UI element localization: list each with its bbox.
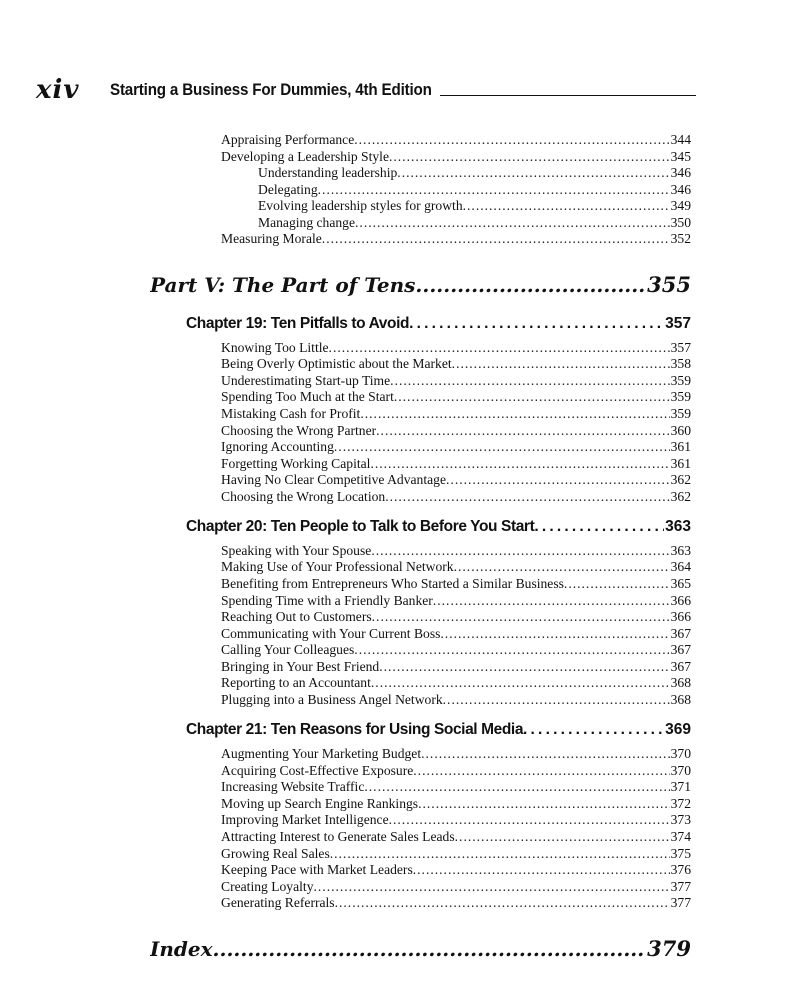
toc-entry-page: 360 <box>670 423 691 438</box>
toc-entry-page: 368 <box>670 692 691 707</box>
toc-entry-title: Plugging into a Business Angel Network <box>221 692 443 707</box>
toc-entry[interactable] <box>221 149 691 166</box>
toc-entry-page: 357 <box>670 340 691 355</box>
toc-entry-page: 359 <box>670 389 691 404</box>
toc-entry-title: Understanding leadership <box>258 165 398 180</box>
toc-entry-title: Reporting to an Accountant <box>221 675 371 690</box>
toc-entry-page: 346 <box>670 182 691 197</box>
toc-subentry[interactable] <box>258 198 691 215</box>
toc-entry-page: 377 <box>670 895 691 910</box>
index-page: 379 <box>647 936 691 961</box>
dot-leader <box>354 642 669 659</box>
toc-entry-page: 349 <box>670 198 691 213</box>
toc-entry-title: Ignoring Accounting <box>221 439 334 454</box>
toc-entry-title: Attracting Interest to Generate Sales Leads <box>221 829 455 844</box>
toc-entry-page: 361 <box>670 456 691 471</box>
toc-entry-title: Acquiring Cost-Effective Exposure <box>221 763 414 778</box>
toc-entry-page: 370 <box>670 763 691 778</box>
toc-entry-title: Appraising Performance <box>221 132 355 147</box>
part-title: Part V: The Part of Tens <box>150 273 416 297</box>
toc-entry-page: 358 <box>670 356 691 371</box>
dot-leader <box>389 812 670 829</box>
toc-chapter-heading[interactable] <box>186 718 691 742</box>
toc-entry[interactable] <box>221 796 691 813</box>
toc-entry-page: 365 <box>670 576 691 591</box>
dot-leader <box>389 149 670 166</box>
toc-entry[interactable] <box>221 746 691 763</box>
page-folio: xiv <box>36 75 80 105</box>
dot-leader <box>364 779 669 796</box>
toc-entry-title: Reaching Out to Customers <box>221 609 372 624</box>
toc-entry-title: Bringing in Your Best Friend <box>221 659 380 674</box>
chapter-page: 363 <box>665 518 691 535</box>
toc-entry-title: Forgetting Working Capital <box>221 456 371 471</box>
toc-entry[interactable] <box>221 626 691 643</box>
toc-entry-title: Underestimating Start-up Time <box>221 373 391 388</box>
dot-leader <box>355 215 670 232</box>
dot-leader <box>379 659 669 676</box>
toc-entry[interactable] <box>221 659 691 676</box>
toc-entry-title: Growing Real Sales <box>221 846 330 861</box>
toc-entry[interactable] <box>221 132 691 149</box>
toc-entry-page: 376 <box>670 862 691 877</box>
dot-leader <box>564 576 670 593</box>
toc-entry[interactable] <box>221 642 691 659</box>
toc-entry-title: Delegating <box>258 182 318 197</box>
toc-chapter-heading[interactable] <box>186 515 691 539</box>
toc-entry[interactable] <box>221 423 691 440</box>
toc-entry[interactable] <box>221 356 691 373</box>
dot-leader <box>360 406 669 423</box>
toc-entry-page: 377 <box>670 879 691 894</box>
dot-leader <box>334 439 670 456</box>
dot-leader <box>354 132 669 149</box>
dot-leader <box>370 456 669 473</box>
toc-entry-title: Generating Referrals <box>221 895 335 910</box>
toc-entry-page: 371 <box>670 779 691 794</box>
toc-entry-page: 364 <box>670 559 691 574</box>
toc-entry-title: Measuring Morale <box>221 231 322 246</box>
toc-entry[interactable] <box>221 543 691 560</box>
toc-entry-page: 375 <box>670 846 691 861</box>
toc-entry-page: 352 <box>670 231 691 246</box>
chapter-page: 369 <box>665 721 691 738</box>
toc-entry-title: Choosing the Wrong Location <box>221 489 386 504</box>
dot-leader <box>394 389 670 406</box>
toc-chapter-heading[interactable] <box>186 312 691 336</box>
running-header <box>36 73 700 107</box>
toc-entry-page: 372 <box>670 796 691 811</box>
dot-leader <box>213 933 647 965</box>
dot-leader <box>534 515 664 539</box>
index-title: Index <box>150 937 213 961</box>
toc-entry-page: 344 <box>670 132 691 147</box>
toc-entry-title: Developing a Leadership Style <box>221 149 389 164</box>
toc-entry-title: Being Overly Optimistic about the Market <box>221 356 452 371</box>
toc-entry[interactable] <box>221 692 691 709</box>
dot-leader <box>372 609 670 626</box>
toc-entry-title: Creating Loyalty <box>221 879 314 894</box>
dot-leader <box>371 675 670 692</box>
toc-entry[interactable] <box>221 456 691 473</box>
toc-entry[interactable] <box>221 895 691 912</box>
toc-entry-title: Making Use of Your Professional Network <box>221 559 454 574</box>
chapter-page: 357 <box>665 315 691 332</box>
toc-entry[interactable] <box>221 879 691 896</box>
toc-entry-page: 367 <box>670 642 691 657</box>
dot-leader <box>330 846 670 863</box>
toc-entry-title: Keeping Pace with Market Leaders <box>221 862 413 877</box>
chapter-title: Chapter 21: Ten Reasons for Using Social Media <box>186 721 524 738</box>
toc-entry-title: Knowing Too Little <box>221 340 329 355</box>
toc-entry[interactable] <box>221 846 691 863</box>
toc-entry[interactable] <box>221 231 691 248</box>
toc-entry-page: 370 <box>670 746 691 761</box>
dot-leader <box>452 356 670 373</box>
toc-subentry[interactable] <box>258 182 691 199</box>
toc-entry-title: Augmenting Your Marketing Budget <box>221 746 422 761</box>
toc-entry-page: 345 <box>670 149 691 164</box>
toc-entry[interactable] <box>221 373 691 390</box>
toc-entry-page: 362 <box>670 489 691 504</box>
toc-entry-page: 366 <box>670 609 691 624</box>
toc-subentry[interactable] <box>258 215 691 232</box>
toc-entry[interactable] <box>221 576 691 593</box>
toc-entry-page: 367 <box>670 626 691 641</box>
toc-entry-title: Moving up Search Engine Rankings <box>221 796 419 811</box>
toc-entry[interactable] <box>221 609 691 626</box>
toc-index-heading[interactable] <box>150 933 691 965</box>
toc-entry-title: Benefiting from Entrepreneurs Who Started a Similar Business <box>221 576 564 591</box>
dot-leader <box>409 312 664 336</box>
toc-entry-title: Spending Time with a Friendly Banker <box>221 593 433 608</box>
toc-entry[interactable] <box>221 862 691 879</box>
dot-leader <box>322 231 670 248</box>
toc-entry[interactable] <box>221 340 691 357</box>
toc-entry-title: Calling Your Colleagues <box>221 642 355 657</box>
toc-entry-page: 346 <box>670 165 691 180</box>
dot-leader <box>455 829 670 846</box>
toc-entry[interactable] <box>221 439 691 456</box>
toc-part-heading[interactable] <box>150 269 691 301</box>
toc-entry-title: Increasing Website Traffic <box>221 779 365 794</box>
toc-entry-page: 359 <box>670 373 691 388</box>
dot-leader <box>523 718 664 742</box>
dot-leader <box>421 746 669 763</box>
chapter-title: Chapter 19: Ten Pitfalls to Avoid <box>186 315 410 332</box>
toc-entry-title: Spending Too Much at the Start <box>221 389 394 404</box>
toc-entry-title: Having No Clear Competitive Advantage <box>221 472 447 487</box>
toc-entry[interactable] <box>221 829 691 846</box>
toc-entry-page: 367 <box>670 659 691 674</box>
dot-leader <box>418 796 670 813</box>
part-page: 355 <box>647 272 691 297</box>
chapter-title: Chapter 20: Ten People to Talk to Before You Start <box>186 518 535 535</box>
toc-entry-page: 366 <box>670 593 691 608</box>
dot-leader <box>318 182 670 199</box>
toc-entry[interactable] <box>221 489 691 506</box>
toc-entry[interactable] <box>221 472 691 489</box>
dot-leader <box>463 198 670 215</box>
dot-leader <box>443 692 670 709</box>
toc-entry-title: Managing change <box>258 215 356 230</box>
dot-leader <box>371 543 669 560</box>
toc-entry[interactable] <box>221 389 691 406</box>
dot-leader <box>385 489 669 506</box>
toc-entry-page: 368 <box>670 675 691 690</box>
toc-entry[interactable] <box>221 406 691 423</box>
running-title: Starting a Business For Dummies, 4th Edition <box>110 81 432 99</box>
dot-leader <box>390 373 669 390</box>
dot-leader <box>433 593 670 610</box>
dot-leader <box>415 269 646 301</box>
toc-entry-title: Choosing the Wrong Partner <box>221 423 377 438</box>
toc-entry[interactable] <box>221 763 691 780</box>
header-rule <box>440 95 696 96</box>
toc-entry-page: 363 <box>670 543 691 558</box>
toc-entry-page: 373 <box>670 812 691 827</box>
dot-leader <box>440 626 669 643</box>
toc-entry[interactable] <box>221 559 691 576</box>
toc-entry-title: Improving Market Intelligence <box>221 812 389 827</box>
dot-leader <box>397 165 669 182</box>
dot-leader <box>446 472 670 489</box>
toc-entry[interactable] <box>221 675 691 692</box>
toc-entry[interactable] <box>221 812 691 829</box>
toc-entry-page: 374 <box>670 829 691 844</box>
toc-entry-page: 359 <box>670 406 691 421</box>
toc-subentry[interactable] <box>258 165 691 182</box>
toc-entry[interactable] <box>221 779 691 796</box>
toc-entry-page: 362 <box>670 472 691 487</box>
toc-entry-title: Evolving leadership styles for growth <box>258 198 463 213</box>
toc-entry-title: Mistaking Cash for Profit <box>221 406 361 421</box>
dot-leader <box>335 895 670 912</box>
toc-entry-page: 361 <box>670 439 691 454</box>
toc-entry-page: 350 <box>670 215 691 230</box>
dot-leader <box>413 862 670 879</box>
toc-entry[interactable] <box>221 593 691 610</box>
dot-leader <box>413 763 669 780</box>
dot-leader <box>454 559 670 576</box>
toc-entry-title: Speaking with Your Spouse <box>221 543 372 558</box>
dot-leader <box>314 879 670 896</box>
dot-leader <box>376 423 669 440</box>
toc-entry-title: Communicating with Your Current Boss <box>221 626 441 641</box>
dot-leader <box>329 340 670 357</box>
